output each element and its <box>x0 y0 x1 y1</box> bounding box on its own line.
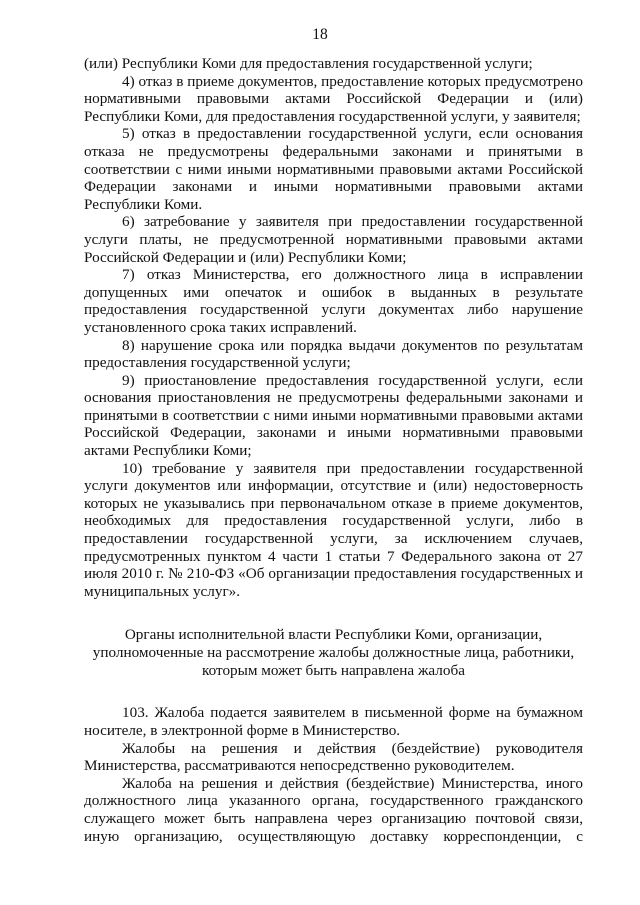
document-body <box>84 55 583 845</box>
paragraph: 8) нарушение срока или порядка выдачи документов по результатам предоставления государственной услуги; <box>84 336 583 372</box>
paragraph: 5) отказ в предоставлении государственной услуги, если основания отказа не предусмотрены федеральными законами и принятыми в соответствии с ними иными нормативными правовыми актами Российской Федерации законами и иными нормативными правовыми актами Республики Коми. <box>84 125 583 213</box>
heading-line: которым может быть направлена жалоба <box>202 662 465 680</box>
paragraphs-after <box>84 704 583 845</box>
paragraph: 7) отказ Министерства, его должностного лица в исправлении допущенных ими опечаток и ошибок в выданных в результате предоставления государственной услуги документах либо нарушение установленного срока таких исправлений. <box>84 266 583 336</box>
paragraph: 9) приостановление предоставления государственной услуги, если основания приостановления не предусмотрены федеральными законами и принятыми в соответствии с ними иными нормативными правовыми актами Российской Федерации, законами и иными нормативными правовыми актами Республики Коми; <box>84 371 583 460</box>
paragraph: 6) затребование у заявителя при предоставлении государственной услуги платы, не предусмотренной нормативными правовыми актами Российской Федерации и (или) Республики Коми; <box>84 213 583 266</box>
page-number: 18 <box>312 26 328 43</box>
heading-line: уполномоченные на рассмотрение жалобы должностные лица, работники, <box>92 644 575 662</box>
paragraph: 4) отказ в приеме документов, предоставление которых предусмотрено нормативными правовыми актами Российской Федерации и (или) Республики Коми, для предоставления государственной услуги, у заявителя; <box>84 72 583 125</box>
paragraph: 10) требование у заявителя при предоставлении государственной услуги документов или информации, отсутствие и (или) недостоверность которых не указывались при первоначальном отказе в приеме документов, необходимых для предоставления государственной услуги, либо в предоставлении государственной услуги, за исключением случаев, предусмотренных пунктом 4 части 1 статьи 7 Федерального закона от 27 июля 2010 г. № 210-ФЗ «Об организации предоставления государственных и муниципальных услуг». <box>84 459 583 600</box>
paragraph: Жалоба на решения и действия (бездействие) Министерства, иного должностного лица указанного органа, государственного гражданского служащего может быть направлена через организацию почтовой связи, иную организацию, осуществляющую доставку корреспонденции, с <box>84 774 583 845</box>
paragraph: (или) Республики Коми для предоставления государственной услуги; <box>84 55 533 72</box>
heading-line: Органы исполнительной власти Республики Коми, организации, <box>124 626 543 644</box>
paragraphs-before <box>84 55 583 600</box>
paragraph: 103. Жалоба подается заявителем в письменной форме на бумажном носителе, в электронной форме в Министерство. <box>84 704 583 739</box>
paragraph: Жалобы на решения и действия (бездействие) руководителя Министерства, рассматриваются непосредственно руководителем. <box>84 739 583 775</box>
section-heading <box>84 626 583 680</box>
